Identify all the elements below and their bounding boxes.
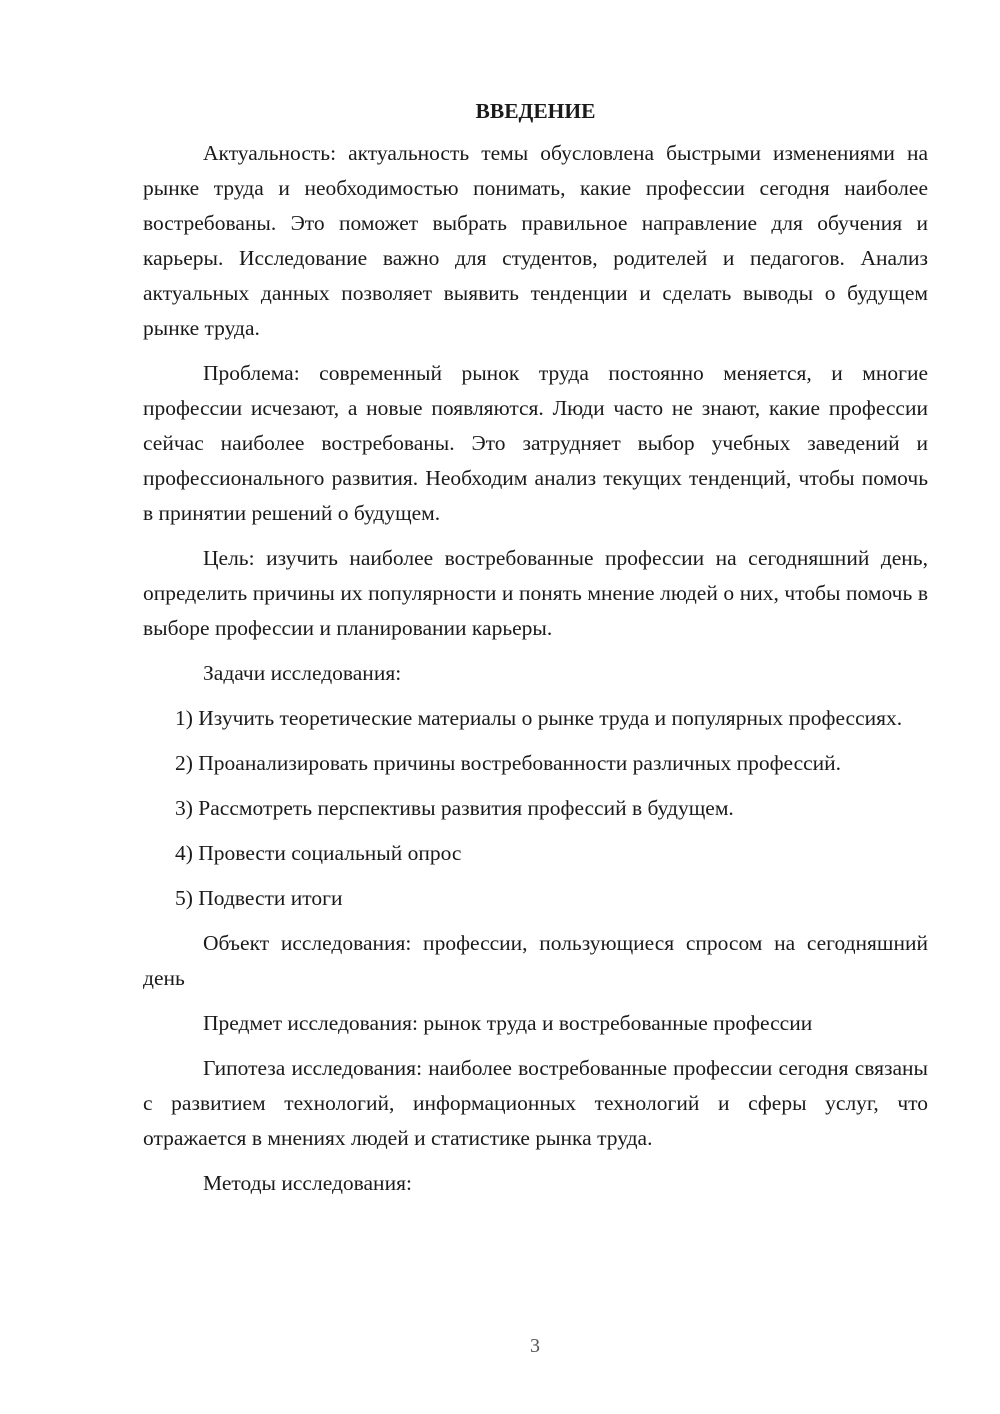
task-item-5: 5) Подвести итоги: [175, 886, 343, 910]
task-item-3: 3) Рассмотреть перспективы развития профессий в будущем.: [175, 796, 734, 820]
tasks-heading: Задачи исследования:: [203, 661, 402, 685]
page-number: 3: [530, 1335, 540, 1357]
document-page: [143, 96, 928, 1211]
paragraph-goal: Цель: изучить наиболее востребованные профессии на сегодняшний день, определить причины их популярности и понять мнение людей о них, чтобы помочь в выборе профессии и планировании карьеры.: [143, 546, 928, 640]
paragraph-methods: Методы исследования:: [203, 1171, 412, 1195]
task-item-4: 4) Провести социальный опрос: [175, 841, 462, 865]
paragraph-object: Объект исследования: профессии, пользующиеся спросом на сегодняшний день: [143, 931, 928, 990]
paragraph-subject: Предмет исследования: рынок труда и востребованные профессии: [203, 1011, 813, 1035]
paragraph-relevance: Актуальность: актуальность темы обусловлена быстрыми изменениями на рынке труда и необходимостью понимать, какие профессии сегодня наиболее востребованы. Это поможет выбрать правильное направление для обучения и карьеры. Исследование важно для студентов, родителей и педагогов. Анализ актуальных данных позволяет выявить тенденции и сделать выводы о будущем рынке труда.: [143, 141, 928, 340]
page-title: ВВЕДЕНИЕ: [475, 99, 596, 123]
paragraph-problem: Проблема: современный рынок труда постоянно меняется, и многие профессии исчезают, а новые появляются. Люди часто не знают, какие профессии сейчас наиболее востребованы. Это затрудняет выбор учебных заведений и профессионального развития. Необходим анализ текущих тенденций, чтобы помочь в принятии решений о будущем.: [143, 361, 928, 525]
task-item-2: 2) Проанализировать причины востребованности различных профессий.: [175, 751, 842, 775]
task-item-1: 1) Изучить теоретические материалы о рынке труда и популярных профессиях.: [175, 706, 903, 730]
paragraph-hypothesis: Гипотеза исследования: наиболее востребованные профессии сегодня связаны с развитием технологий, информационных технологий и сферы услуг, что отражается в мнениях людей и статистике рынка труда.: [143, 1056, 928, 1150]
tasks-list: [143, 701, 928, 916]
